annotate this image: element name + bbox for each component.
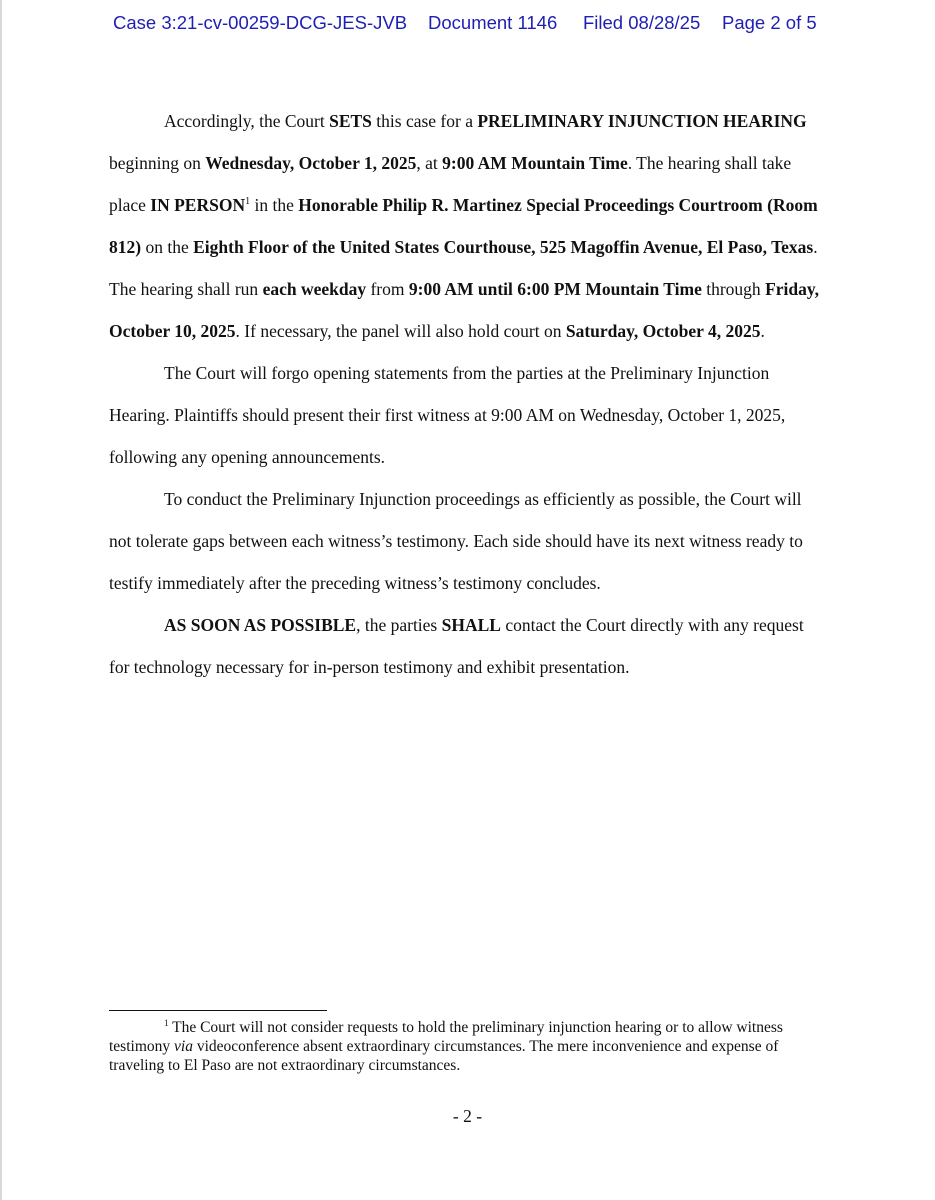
filed-date: Filed 08/28/25 — [583, 12, 701, 33]
text-run: on the — [141, 237, 194, 257]
paragraph — [109, 352, 821, 478]
footnote-reference: 1 — [245, 196, 251, 207]
text-run: , at — [416, 153, 443, 173]
bold-text: Friday, October 10, 2025 — [109, 279, 820, 341]
bold-text: PRELIMINARY INJUNCTION HEARING — [477, 111, 807, 131]
page-number: - 2 - — [452, 1106, 483, 1126]
footnote-text — [109, 1018, 821, 1075]
text-run: contact the Court directly with any request for technology necessary for in-person testimony and exhibit presentation. — [109, 615, 804, 677]
page-count: Page 2 of 5 — [722, 12, 817, 33]
order-body — [109, 100, 821, 688]
paragraph — [109, 100, 821, 352]
bold-text: 9:00 AM until 6:00 PM Mountain Time — [408, 279, 702, 299]
bold-text: each weekday — [262, 279, 367, 299]
bold-text: Wednesday, October 1, 2025 — [205, 153, 417, 173]
footnote-separator — [109, 1010, 327, 1011]
bold-text: AS SOON AS POSSIBLE — [164, 615, 357, 635]
page-edge-rule — [0, 0, 2, 1200]
italic-text: via — [174, 1038, 193, 1055]
document-number: Document 1146 — [428, 12, 558, 33]
bold-text: Eighth Floor of the United States Courthouse, 525 Magoffin Avenue, El Paso, Texas — [193, 237, 814, 257]
footnote-body — [109, 1019, 783, 1074]
bold-text: IN PERSON — [150, 195, 246, 215]
text-run: from — [366, 279, 409, 299]
text-run: To conduct the Preliminary Injunction proceedings as efficiently as possible, the Court will not tolerate gaps between each witness’s testimony. Each side should have its next witness ready to testify immediately after the preceding witness’s testimony concludes. — [109, 489, 803, 593]
text-run: videoconference absent extraordinary circumstances. The mere inconvenience and expense of traveling to El Paso are not extraordinary circumstances. — [109, 1038, 779, 1074]
bold-text: 9:00 AM Mountain Time — [442, 153, 628, 173]
text-run: beginning on — [109, 153, 206, 173]
footnote — [109, 1018, 821, 1075]
bold-text: SHALL — [441, 615, 501, 635]
ecf-header — [0, 12, 935, 42]
text-run: The Court will forgo opening statements from the parties at the Preliminary Injunction Hearing. Plaintiffs should present their first witness at 9:00 AM on Wednesday, October 1, 2025, following any opening announcements. — [109, 363, 786, 467]
text-run: this case for a — [371, 111, 478, 131]
text-run: . The hearing shall run — [109, 237, 818, 299]
text-run: , the parties — [356, 615, 442, 635]
bold-text: SETS — [329, 111, 372, 131]
text-run: through — [701, 279, 766, 299]
paragraph — [109, 604, 821, 688]
bold-text: Honorable Philip R. Martinez Special Proceedings Courtroom (Room 812) — [109, 195, 818, 257]
text-run: . The hearing shall take place — [109, 153, 792, 215]
case-number: Case 3:21-cv-00259-DCG-JES-JVB — [113, 12, 408, 33]
bold-text: Saturday, October 4, 2025 — [565, 321, 761, 341]
text-run: . — [760, 321, 765, 341]
text-run: The Court will not consider requests to hold the preliminary injunction hearing or to allow witness testimony — [109, 1019, 783, 1055]
text-run: . If necessary, the panel will also hold court on — [235, 321, 566, 341]
footnote-marker: 1 — [164, 1018, 169, 1028]
paragraph — [109, 478, 821, 604]
text-run: in the — [250, 195, 299, 215]
text-run: Accordingly, the Court — [164, 111, 330, 131]
